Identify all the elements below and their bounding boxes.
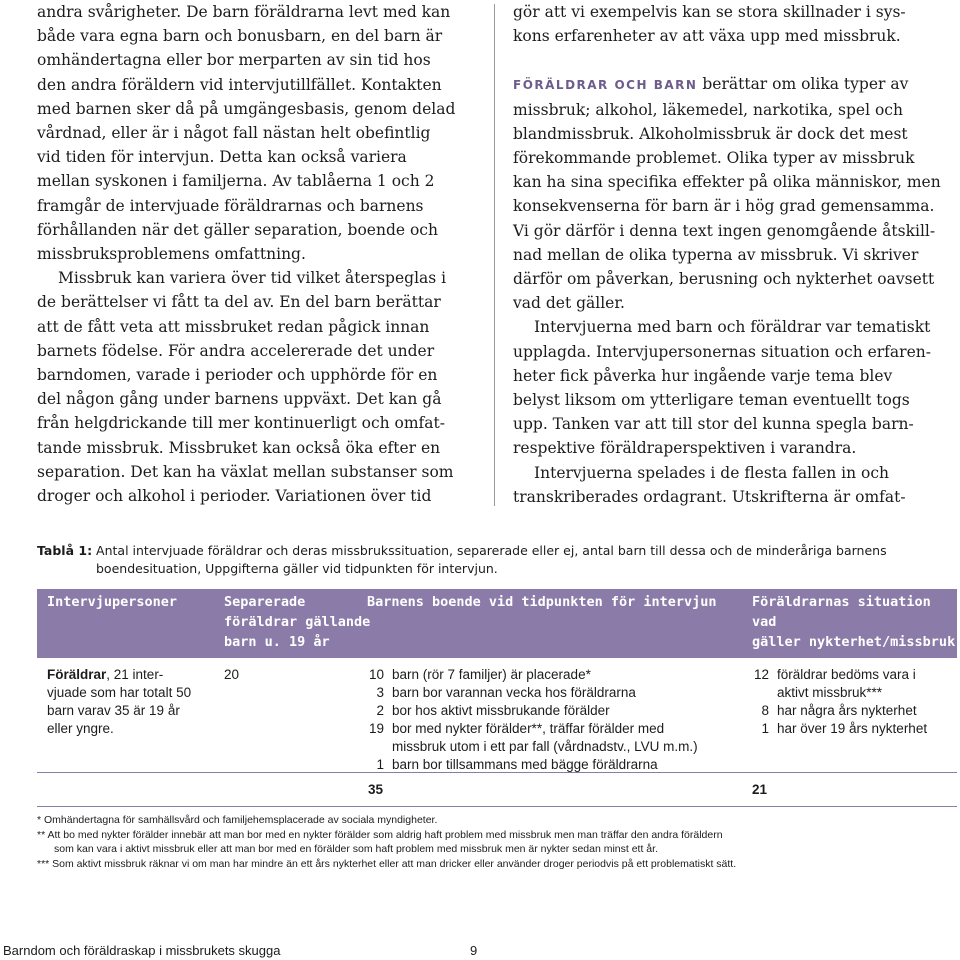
text-line: framgår de intervjuade föräldrarnas och barnens <box>37 196 424 215</box>
list-item <box>747 702 957 720</box>
total-foraldrarnas-situation: 21 <box>752 782 768 797</box>
table-caption: Tablå 1: Antal intervjuade föräldrar och deras missbrukssituation, separerade eller ej, antal barn till dessa och de minderåriga barnens boendesituation, Uppgifterna gäller vid tidpunkten för intervjun. <box>37 543 887 576</box>
text-line: belyst liksom om ytterligare teman eventuellt togs <box>513 391 910 410</box>
text-line: både vara egna barn och bonusbarn, en del barn är <box>37 27 443 46</box>
item-count: 19 <box>368 721 384 736</box>
text-line: andra svårigheter. De barn föräldrarna levt med kan <box>37 3 451 21</box>
table-label: Tablå 1: <box>37 543 93 558</box>
header-barnens-boende: Barnens boende vid tidpunkten för intervjun <box>367 594 717 610</box>
header-separerade: Separerade föräldrar gällande barn u. 19 år <box>224 594 371 650</box>
cell-intervjupersoner: Föräldrar, 21 inter- vjuade som har totalt 50 barn varav 35 är 19 år eller yngre. <box>47 667 192 736</box>
paragraph-1 <box>37 0 475 266</box>
text-line: förekommande problemet. Olika typer av missbruk <box>513 149 915 168</box>
text-line: separation. Det kan ha växlat mellan substanser som <box>37 462 454 481</box>
text-line: med barnen sker då på umgängesbasis, genom delad <box>37 99 456 118</box>
list-item <box>362 684 752 702</box>
table-bottom-border <box>37 806 957 807</box>
item-text: har över 19 års nykterhet <box>777 721 928 736</box>
item-count: 1 <box>761 721 769 736</box>
right-text-column <box>513 0 955 509</box>
table-row-divider <box>37 772 957 773</box>
cell-foraldrarnas-situation <box>747 666 957 738</box>
footnote-1: * Omhändertagna för samhällsvård och familjehemsplacerade av sociala myndigheter. <box>37 814 438 826</box>
section-heading: FÖRÄLDRAR OCH BARN <box>513 78 698 93</box>
cell-separerade: 20 <box>224 667 240 682</box>
item-count: 2 <box>376 703 384 718</box>
header-intervjupersoner: Intervjupersoner <box>47 594 178 610</box>
text-line: blandmissbruk. Alkoholmissbruk är dock det mest <box>513 124 908 143</box>
item-text: barn bor tillsammans med bägge föräldrarna <box>392 757 658 772</box>
text-line: kan ha sina specifika effekter på olika människor, men <box>513 173 941 192</box>
text-line: Missbruk kan variera över tid vilket återspeglas i <box>58 269 447 288</box>
list-item <box>362 702 752 720</box>
text-line: de berättelser vi fått ta del av. En del barn berättar <box>37 293 441 312</box>
list-item <box>362 666 752 684</box>
text-line: att de fått veta att missbruket redan pågick innan <box>37 317 430 336</box>
text-line: nad mellan de olika typerna av missbruk. Vi skriver <box>513 245 919 264</box>
item-text: bor med nykter förälder**, träffar förälder med missbruk utom i ett par fall (vårdnadstv., LVU m.m.) <box>392 721 698 754</box>
text-line: vad det gäller. <box>513 294 625 313</box>
item-count: 10 <box>368 667 384 682</box>
cell-barnens-boende <box>362 666 752 774</box>
list-item <box>747 720 957 738</box>
paragraph-interviews <box>513 315 955 460</box>
text-line: därför om påverkan, berusning och nykterhet oavsett <box>513 270 935 289</box>
text-line: vid tiden för intervjun. Detta kan också variera <box>37 148 407 167</box>
item-text: har några års nykterhet <box>777 703 917 718</box>
text-line: förhållanden när det gäller separation, boende och <box>37 220 438 239</box>
text-line: heter fick påverka hur ingående varje tema blev <box>513 366 893 385</box>
item-text: föräldrar bedöms vara i aktivt missbruk*** <box>777 667 916 700</box>
paragraph-transcription <box>513 461 955 509</box>
text-line: Intervjuerna spelades i de flesta fallen in och <box>534 463 890 482</box>
text-line: omhändertagna eller bor merparten av sin tid hos <box>37 51 431 70</box>
text-line: kons erfarenheter av att växa upp med missbruk. <box>513 27 901 46</box>
section-paragraph: FÖRÄLDRAR OCH BARN berättar om olika typer av missbruk; alkohol, läkemedel, narkotika, spel och blandmissbruk. Alkoholmissbruk är dock det mest förekommande problemet. Olika typer av missbruk kan ha sina specifika effekter på olika människor, men konsekvenserna för barn är i hög grad gemensamma. Vi gör därför i denna text ingen genomgående åtskill- nad mellan de olika typerna av missbruk. Vi skriver därför om påverkan, berusning och nykterhet oavsett vad det gäller. <box>513 75 941 313</box>
text-line: Vi gör därför i denna text ingen genomgående åtskill- <box>513 221 936 240</box>
list-item <box>747 666 957 702</box>
text-line: del någon gång under barnens uppväxt. Det kan gå <box>37 390 442 409</box>
text-line: Intervjuerna med barn och föräldrar var tematiskt <box>534 318 931 337</box>
item-count: 12 <box>753 667 769 682</box>
text-line: barnets födelse. För andra accelererade det under <box>37 341 435 360</box>
text-line: vårdnad, eller är i något fall nästan helt obefintlig <box>37 124 431 143</box>
page-footer-title: Barndom och föräldraskap i missbrukets skugga <box>3 943 281 958</box>
paragraph-continued <box>513 0 955 48</box>
item-text: barn bor varannan vecka hos föräldrarna <box>392 685 636 700</box>
item-count: 8 <box>761 703 769 718</box>
text-line: den andra föräldern vid intervjutillfället. Kontakten <box>37 75 442 94</box>
table-header <box>37 589 957 658</box>
item-text: bor hos aktivt missbrukande förälder <box>392 703 610 718</box>
footnote-3: *** Som aktivt missbruk räknar vi om man har mindre än ett års nykterhet eller att man dricker eller använder droger periodvis på ett problematiskt sätt. <box>37 858 737 870</box>
text-line: missbruk; alkohol, läkemedel, narkotika, spel och <box>513 100 903 119</box>
text-line: missbruksproblemens omfattning. <box>37 245 306 264</box>
text-line: upp. Tanken var att till stor del kunna spegla barn- <box>513 415 914 434</box>
text-line: droger och alkohol i perioder. Variationen över tid <box>37 487 432 506</box>
list-item <box>362 720 752 756</box>
text-line: barndomen, varade i perioder och upphörde för en <box>37 366 438 385</box>
text-line: tande missbruk. Missbruket kan också öka efter en <box>37 438 441 457</box>
text-line: gör att vi exempelvis kan se stora skillnader i sys- <box>513 3 906 21</box>
item-count: 3 <box>376 685 384 700</box>
text-line: konsekvenserna för barn är i hög grad gemensamma. <box>513 197 935 216</box>
header-foraldrarnas-situation: Föräldrarnas situation vad gäller nykterhet/missbruk <box>752 594 956 650</box>
text-line: upplagda. Intervjupersonernas situation och erfaren- <box>513 342 931 361</box>
left-text-column <box>37 0 475 508</box>
paragraph-2 <box>37 266 475 508</box>
text-line: från helgdrickande till mer kontinuerligt och omfat- <box>37 414 446 433</box>
text-line: mellan syskonen i familjerna. Av tablåerna 1 och 2 <box>37 172 435 191</box>
column-divider <box>494 4 495 506</box>
text-line: respektive föräldraperspektiven i varandra. <box>513 439 857 458</box>
item-count: 1 <box>376 757 384 772</box>
footnote-2: ** Att bo med nykter förälder innebär att man bor med en nykter förälder som aldrig haft problem med missbruk men man träffar den andra föräldern som kan vara i aktivt missbruk eller att man bor med en förälder som haft problem med missbruk men är nykter sedan minst ett år. <box>37 829 723 855</box>
page-number: 9 <box>470 943 478 958</box>
text-line: transkriberades ordagrant. Utskrifterna är omfat- <box>513 487 906 506</box>
total-barnens-boende: 35 <box>368 782 384 797</box>
item-text: barn (rör 7 familjer) är placerade* <box>392 667 591 682</box>
